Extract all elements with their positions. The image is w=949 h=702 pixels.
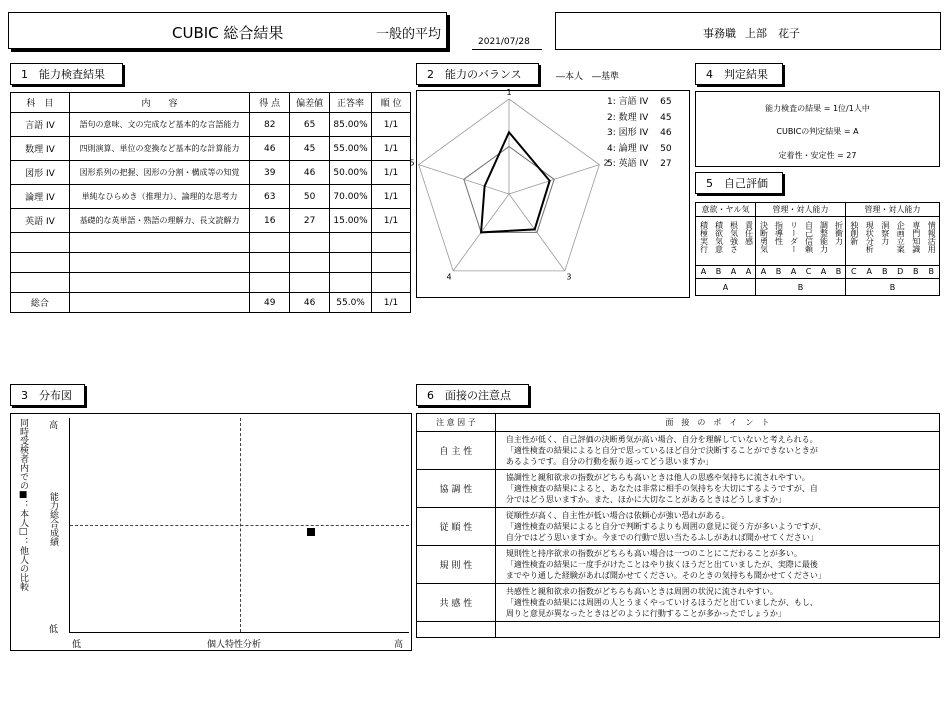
interview-line: 共感性と親和欲求の指数がどちらも高いときは周囲の状況に流されやすい。 [505,587,778,596]
ability-subject: 言語 IV [11,113,70,137]
ability-empty-row [11,273,411,293]
ability-deviation: 27 [290,209,330,233]
ability-rate: 85.00% [330,113,372,137]
ability-header: 順 位 [372,93,411,113]
radar-axis-label: 1 [506,88,512,97]
ability-header-row [11,93,411,113]
self-eval-group: 管理・対人能力 [846,203,939,217]
interview-line: 「適性検査の結果によると自分で思っているほど自分で決断することができないときが [505,446,818,455]
interview-line: 周りと意見が異なったときはどのように行動することが多かったでしょうか」 [505,609,786,618]
ability-row [11,161,411,185]
section-judgment-label: 4 判定結果 [706,68,768,81]
interview-row [417,432,940,470]
radar-legend-item: 5: 英語 IV 27 [607,159,672,169]
interview-line: 分ではどう思いますか。また、ほかに大切なことがあるときはどうしますか」 [505,495,786,504]
interview-line: までやり通した経験があれば聞かせてください。そのときの気持ちも聞かせてください」 [505,571,826,580]
section-distribution-header [10,384,85,406]
radar-axis-label: 3 [566,272,572,282]
interview-line: 自分ではどう思いますか。今までの行動で思い当たるふしがあれば聞かせてください」 [505,533,818,542]
distribution-y-axis-label: 同時受検者内での■：本人□：他人の比較 [18,418,28,591]
interview-line: 「適性検査の結果には周囲の人とうまくやっていけるほうだと出ていましたが、もし、 [505,598,818,607]
judgment-line: CUBICの判定結果 = A [776,127,859,136]
ability-rank: 1/1 [372,137,411,161]
interview-line: あるようです。自分の行動を振り返ってどう思いますか」 [505,457,714,466]
self-eval-item: 企画立案 [896,221,906,253]
section-distribution-label: 3 分布図 [21,389,72,402]
radar-axis-label: 2 [603,158,609,168]
interview-row [417,470,940,508]
self-eval-grade: B [882,267,888,276]
self-eval-grade: A [760,267,767,276]
ability-header: 正答率 [330,93,372,113]
ability-rank: 1/1 [372,209,411,233]
ability-deviation: 65 [290,113,330,137]
self-eval-grade: A [730,267,737,276]
ability-total-rate: 55.0% [330,293,372,313]
self-eval-grade: C [850,267,857,276]
self-eval-grade: A [866,267,872,276]
self-eval-grade: A [820,267,827,276]
ability-total-score: 49 [250,293,290,313]
ability-subject: 英語 IV [11,209,70,233]
date-field [472,14,542,50]
ability-header: 偏差値 [290,93,330,113]
self-eval-grade: D [897,267,904,276]
self-eval-grade: A [745,267,752,276]
self-eval-grade: B [835,267,842,276]
ability-content: 単純なひらめき（推理力）、論理的な思考力 [69,185,249,209]
interview-row [417,584,940,622]
ability-total-row [11,293,411,313]
distribution-x-high: 高 [394,640,404,650]
self-eval-box [695,202,940,296]
distribution-y-high: 高 [49,421,59,431]
page-subtitle: 一般的平均 [376,27,442,42]
self-eval-item: 専門知識 [911,221,921,253]
ability-subject: 論理 IV [11,185,70,209]
self-eval-item: 現状分析 [865,221,875,253]
ability-content: 四則演算、単位の変換など基本的な計算能力 [69,137,249,161]
balance-legend: ―本人 ―基準 [556,72,620,82]
self-eval-item: 独創新 [849,221,859,245]
distribution-x-low: 低 [72,640,82,650]
self-eval-item: 情報活用 [927,221,937,253]
ability-deviation: 50 [290,185,330,209]
section-self-eval-header [695,172,783,194]
self-eval-item: 積極実行 [699,221,709,253]
section-ability-label: 1 能力検査結果 [21,68,105,81]
interview-row [417,508,940,546]
ability-total-label: 総合 [11,293,70,313]
judgment-line: 定着性・安定性 = 27 [778,151,857,160]
ability-table [10,92,411,313]
radar-axis-label: 4 [446,272,452,282]
self-eval-group: 管理・対人能力 [756,203,846,217]
self-eval-grade: B [913,267,919,276]
interview-factor: 規 則 性 [417,546,496,584]
ability-deviation: 45 [290,137,330,161]
radar-legend-item: 4: 論理 IV 50 [607,143,672,154]
ability-score: 46 [250,137,290,161]
ability-rank: 1/1 [372,113,411,137]
section-interview-label: 6 面接の注意点 [427,389,511,402]
distribution-y-inner-label: 能力総合成績 [48,492,58,546]
date-text: 2021/07/28 [478,37,530,47]
ability-total-rank: 1/1 [372,293,411,313]
interview-line: 自主性が低く、自己評価の決断勇気が高い場合、自分を理解していないと考えられる。 [505,435,818,444]
self-eval-item: 調整能力 [819,221,829,253]
section-balance-label: 2 能力のバランス [427,68,522,81]
job-title: 事務職 [703,27,736,40]
ability-empty-row [11,253,411,273]
interview-empty-row [417,622,940,638]
candidate-box [555,12,941,50]
ability-row [11,137,411,161]
ability-rate: 50.00% [330,161,372,185]
ability-rate: 70.00% [330,185,372,209]
ability-rate: 15.00% [330,209,372,233]
self-eval-group: 意欲・ヤル気 [696,203,756,217]
ability-row [11,113,411,137]
judgment-box [695,91,940,167]
section-interview-header [416,384,529,406]
interview-line: 規則性と持序欲求の指数がどちらも高い場合は一つのことにこだわることが多い。 [505,549,802,558]
section-self-eval-label: 5 自己評価 [706,177,768,190]
radar-legend-item: 1: 言語 IV 65 [607,97,672,107]
interview-header: 注 意 因 子 [417,414,496,432]
self-eval-item: 責任感 [744,221,754,245]
interview-table [416,413,940,638]
ability-subject: 数理 IV [11,137,70,161]
self-eval-total: B [756,280,846,295]
ability-score: 39 [250,161,290,185]
ability-empty-row [11,233,411,253]
ability-rank: 1/1 [372,161,411,185]
distribution-y-low: 低 [49,625,59,635]
self-eval-total: B [889,283,896,292]
candidate-name: 上部 花子 [745,27,800,40]
ability-header: 科 目 [11,93,70,113]
self-eval-grade: C [805,267,812,276]
interview-line: 「適性検査の結果に一度手がけたことはやり抜くほうだと出ていましたが、実際に最後 [505,560,818,569]
self-eval-item: 積欲気意 [714,221,724,253]
radar-chart [409,88,609,297]
radar-legend [607,95,689,173]
interview-factor: 自 主 性 [417,432,496,470]
self-eval-grade: B [928,267,934,276]
ability-total-deviation: 46 [290,293,330,313]
ability-row [11,209,411,233]
self-eval-grade: A [700,267,707,276]
self-eval-total: A [696,280,756,295]
ability-content: 図形系列の把握、図形の分割・構成等の知覚 [69,161,249,185]
radar-legend-item: 2: 数理 IV 45 [607,112,672,123]
self-eval-item: 折衝力 [834,221,844,245]
self-eval-item: 洞察力 [880,221,890,245]
self-eval-item: 指導性 [774,221,784,245]
section-judgment-header [695,63,783,85]
self-eval-grade: B [715,267,722,276]
radar-axis-label: 5 [409,158,415,168]
self-eval-item: 決断勇気 [759,221,769,253]
ability-content: 語句の意味、文の完成など基本的な言語能力 [69,113,249,137]
distribution-panel [10,413,412,651]
interview-header: 面 接 の ポ イ ン ト [495,414,939,432]
ability-subject: 図形 IV [11,161,70,185]
interview-factor: 協 調 性 [417,470,496,508]
page-title: CUBIC 総合結果 [172,24,284,42]
ability-header: 内 容 [69,93,249,113]
ability-score: 63 [250,185,290,209]
interview-factor: 共 感 性 [417,584,496,622]
ability-rank: 1/1 [372,185,411,209]
distribution-x-axis-label: 個人特性分析 [207,640,262,650]
ability-rate: 55.00% [330,137,372,161]
self-eval-grade: B [775,267,782,276]
balance-panel [409,88,690,298]
judgment-line: 能力検査の結果 = 1位/1人中 [765,104,870,113]
ability-content: 基礎的な英単語・熟語の理解力、長文読解力 [69,209,249,233]
self-eval-item: リーダー [789,221,799,253]
ability-deviation: 46 [290,161,330,185]
interview-line: 「適性検査の結果によると自分で判断するよりも周囲の意見に従う方が多いようですが、 [505,522,826,531]
distribution-plot-area [69,418,409,633]
interview-line: 「適性検査の結果によると、あなたは非常に相手の気持ちを大切にするようですが、自 [505,484,818,493]
interview-line: 従順性が高く、自主性が低い場合は依頼心が強い恐れがある。 [505,511,730,520]
interview-row [417,546,940,584]
ability-score: 82 [250,113,290,137]
interview-header-row [417,414,940,432]
radar-legend-item: 3: 図形 IV 46 [607,128,672,138]
section-balance-header [416,63,539,85]
self-marker [307,528,315,536]
radar-series-self [481,132,550,232]
ability-score: 16 [250,209,290,233]
section-ability-header [10,63,123,85]
interview-line: 協調性と親和欲求の指数がどちらも高いときは他人の思惑や気持ちに流されやすい。 [505,473,810,482]
self-eval-item: 自己信頼 [804,221,814,253]
interview-factor: 従 順 性 [417,508,496,546]
ability-row [11,185,411,209]
title-box [8,12,447,49]
self-eval-grade: A [790,267,797,276]
distribution-h-midline [70,525,409,526]
self-eval-item: 根気強さ [729,221,739,253]
ability-header: 得 点 [250,93,290,113]
